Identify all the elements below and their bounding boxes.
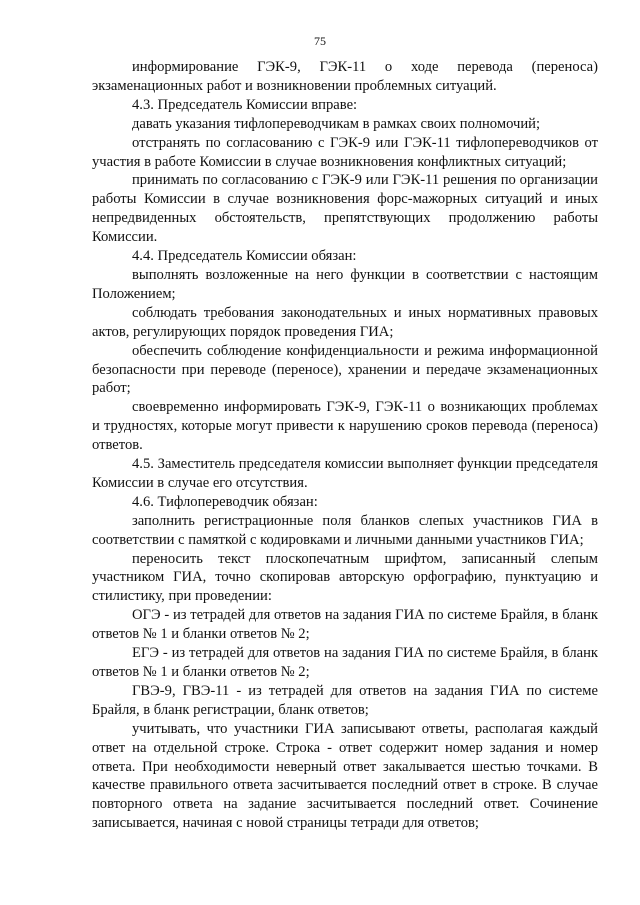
paragraph: обеспечить соблюдение конфиденциальности и режима информационной безопасности при переводе (переносе), хранении и передаче экзаменационных работ; <box>92 342 598 397</box>
section-heading: 4.5. Заместитель председателя комиссии выполняет функции председателя Комиссии в случае его отсутствия. <box>92 456 598 491</box>
paragraph: ЕГЭ - из тетрадей для ответов на задания ГИА по системе Брайля, в бланк ответов № 1 и бланки ответов № 2; <box>92 645 598 680</box>
paragraph: ОГЭ - из тетрадей для ответов на задания ГИА по системе Брайля, в бланк ответов № 1 и бланки ответов № 2; <box>92 607 598 643</box>
paragraph: заполнить регистрационные поля бланков слепых участников ГИА в соответствии с памяткой с кодировками и личными данными участников ГИА; <box>92 512 598 548</box>
section-heading: 4.4. Председатель Комиссии обязан: <box>132 248 357 265</box>
paragraph: принимать по согласованию с ГЭК-9 или ГЭК-11 решения по организации работы Комиссии в случае возникновения форс-мажорных ситуаций и иных непредвиденных обстоятельств, препятствующих продолжению работы Комиссии. <box>92 172 598 246</box>
section-heading: 4.6. Тифлопереводчик обязан: <box>132 493 318 510</box>
page-number: 75 <box>314 34 326 48</box>
paragraph: учитывать, что участники ГИА записывают ответы, располагая каждый ответ на отдельной строке. Строка - ответ содержит номер задания и номер ответа. При необходимости неверный ответ закалывается шестью точками. В качестве правильного ответа засчитывается последний ответ в строке. В случае повторного ответа на задание засчитывается последний ответ. Сочинение записывается, начиная с новой страницы тетради для ответов; <box>92 720 598 832</box>
section-heading: 4.3. Председатель Комиссии вправе: <box>132 96 358 113</box>
paragraph: отстранять по согласованию с ГЭК-9 или ГЭК-11 тифлопереводчиков от участия в работе Комиссии в случае возникновения конфликтных ситуаций; <box>92 134 598 170</box>
paragraph: своевременно информировать ГЭК-9, ГЭК-11 о возникающих проблемах и трудностях, которые могут привести к нарушению сроков перевода (переноса) ответов. <box>92 399 598 454</box>
paragraph: соблюдать требования законодательных и иных нормативных правовых актов, регулирующих порядок проведения ГИА; <box>92 304 598 340</box>
paragraph: давать указания тифлопереводчикам в рамках своих полномочий; <box>132 115 540 132</box>
paragraph: ГВЭ-9, ГВЭ-11 - из тетрадей для ответов на задания ГИА по системе Брайля, в бланк регистрации, бланк ответов; <box>92 682 598 718</box>
paragraph: выполнять возложенные на него функции в соответствии с настоящим Положением; <box>92 266 598 302</box>
paragraph: информирование ГЭК-9, ГЭК-11 о ходе перевода (переноса) экзаменационных работ и возникновении проблемных ситуаций. <box>92 59 598 94</box>
document-body <box>92 58 598 833</box>
paragraph: переносить текст плоскопечатным шрифтом, записанный слепым участником ГИА, точно скопировав авторскую орфографию, пунктуацию и стилистику, при проведении: <box>92 550 598 605</box>
